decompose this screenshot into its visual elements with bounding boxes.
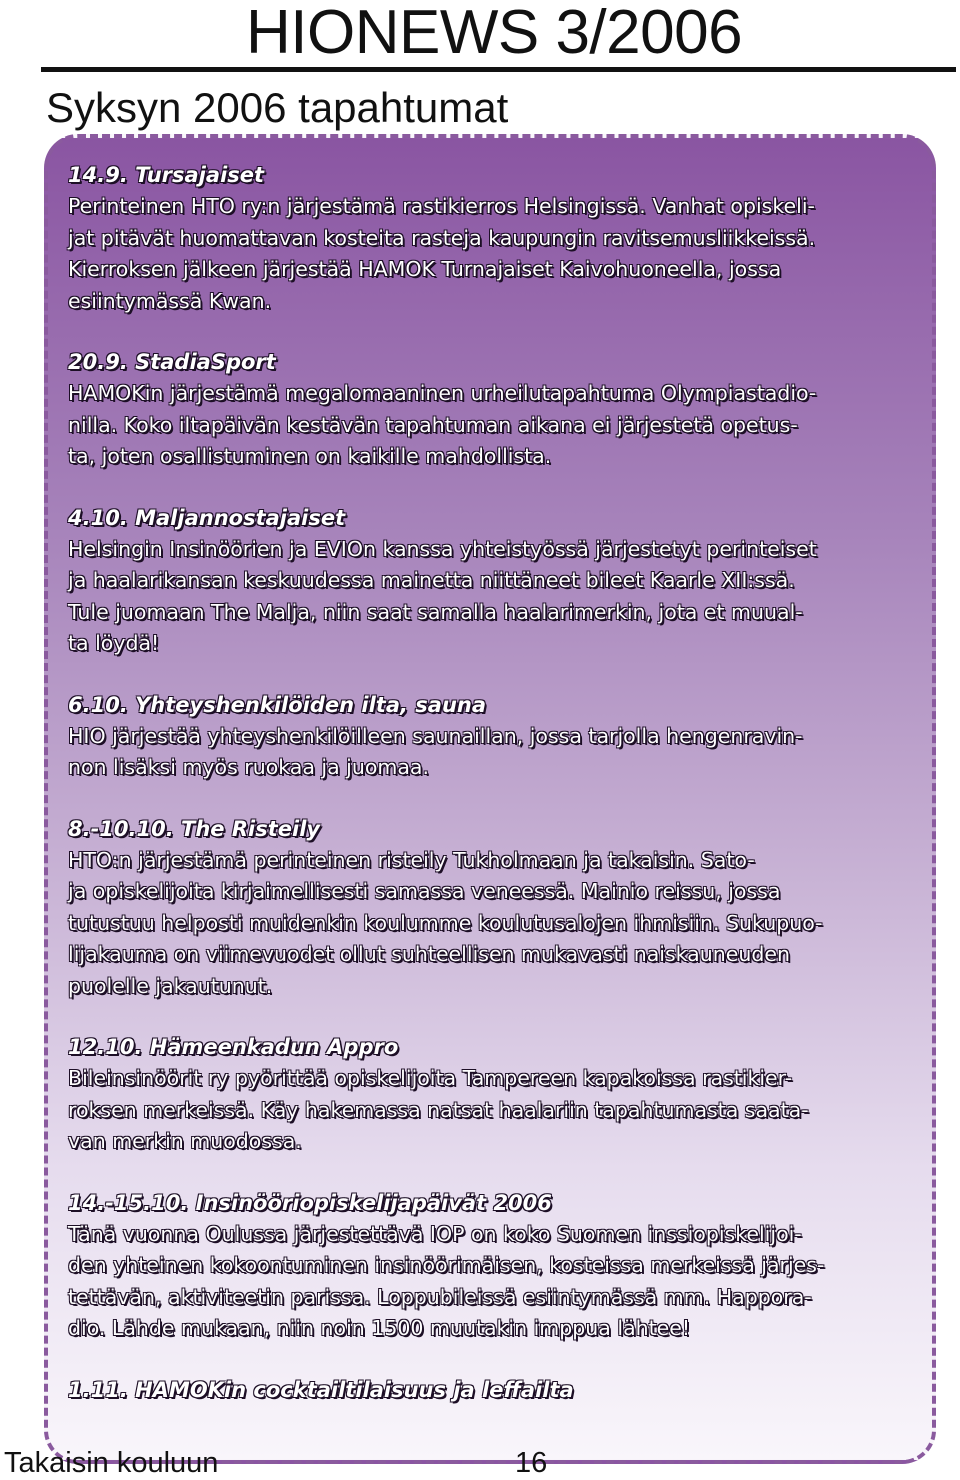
event-description	[68, 191, 924, 317]
event-description	[68, 1219, 924, 1345]
event-title: 1.11. HAMOKin cocktailtilaisuus ja leffailta	[68, 1377, 574, 1402]
event-description-line: ta löydä!	[68, 631, 160, 655]
event-description-line: lijakauma on viimevuodet ollut suhteellisen mukavasti naiskauneuden	[68, 942, 790, 966]
event-description-line: HAMOKin järjestämä megalomaaninen urheilutapahtuma Olympiastadio-	[68, 381, 817, 405]
event-description-line: ta, joten osallistuminen on kaikille mahdollista.	[68, 444, 552, 468]
event-title: 20.9. StadiaSport	[68, 350, 276, 374]
event-description-line: ja opiskelijoita kirjaimellisesti samassa veneessä. Mainio reissu, jossa	[68, 879, 781, 903]
event-description-line: HTO:n järjestämä perinteinen risteily Tukholmaan ja takaisin. Sato-	[68, 847, 755, 872]
event-title: 8.-10.10. The Risteily	[68, 816, 321, 841]
event-item	[68, 1032, 924, 1158]
event-description-line: puolelle jakautunut.	[68, 973, 273, 998]
event-title: 14.-15.10. Insinööriopiskelijapäivät 2006	[68, 1190, 552, 1215]
events-list	[68, 160, 924, 1436]
event-description	[68, 721, 924, 784]
event-description-line: HIO järjestää yhteyshenkilöilleen saunaillan, jossa tarjolla hengenravin-	[68, 723, 803, 748]
events-panel	[44, 134, 936, 1464]
event-item	[68, 814, 924, 1003]
event-item	[68, 347, 924, 473]
event-description-line: jat pitävät huomattavan kosteita rasteja kaupungin ravitsemusliikkeissä.	[68, 225, 816, 250]
event-description	[68, 1063, 924, 1158]
event-description-line: Perinteinen HTO ry:n järjestämä rastikierros Helsingissä. Vanhat opiskeli-	[68, 194, 815, 218]
footer-publication: Takaisin kouluun	[4, 1447, 219, 1479]
event-title: 6.10. Yhteyshenkilöiden ilta, sauna	[68, 692, 487, 717]
masthead: HIONEWS 3/2006	[246, 0, 743, 67]
masthead-rule	[41, 67, 956, 72]
event-description-line: Kierroksen jälkeen järjestää HAMOK Turnajaiset Kaivohuoneella, jossa	[68, 257, 782, 281]
event-item	[68, 160, 924, 317]
event-title: 4.10. Maljannostajaiset	[68, 505, 346, 530]
event-description	[68, 534, 924, 660]
event-description-line: ja haalarikansan keskuudessa mainetta niittäneet bileet Kaarle XII:ssä.	[68, 568, 795, 592]
event-description-line: tutustuu helposti muidenkin koulumme koulutusalojen ihmisiin. Sukupuo-	[68, 910, 823, 935]
event-description-line: nilla. Koko iltapäivän kestävän tapahtuman aikana ei järjestetä opetus-	[68, 412, 798, 437]
section-title: Syksyn 2006 tapahtumat	[46, 84, 509, 131]
event-description-line: Helsingin Insinöörien ja EVIOn kanssa yhteistyössä järjestetyt perinteiset	[68, 536, 817, 561]
event-description-line: esiintymässä Kwan.	[68, 288, 272, 313]
event-item	[68, 1375, 924, 1406]
event-description	[68, 378, 924, 473]
event-description-line: Tule juomaan The Malja, niin saat samalla haalarimerkin, jota et muual-	[68, 599, 803, 624]
event-description-line: van merkin muodossa.	[68, 1129, 302, 1153]
event-description-line: non lisäksi myös ruokaa ja juomaa.	[68, 755, 430, 779]
event-description-line: Bileinsinöörit ry pyörittää opiskelijoita Tampereen kapakoissa rastikier-	[68, 1066, 793, 1090]
event-item	[68, 690, 924, 784]
event-item	[68, 503, 924, 660]
event-description-line: Tänä vuonna Oulussa järjestettävä IOP on koko Suomen inssiopiskelijoi-	[68, 1221, 802, 1246]
event-description-line: dio. Lähde mukaan, niin noin 1500 muutakin imppua lähtee!	[68, 1316, 691, 1340]
event-description-line: den yhteinen kokoontuminen insinöörimäisen, kosteissa merkeissä järjes-	[68, 1253, 825, 1277]
page-number: 16	[515, 1447, 548, 1479]
event-title: 14.9. Tursajaiset	[68, 163, 265, 187]
event-item	[68, 1188, 924, 1345]
event-description-line: tettävän, aktiviteetin parissa. Loppubileissä esiintymässä mm. Happora-	[68, 1284, 812, 1309]
event-title: 12.10. Hämeenkadun Appro	[68, 1035, 399, 1059]
event-description-line: roksen merkeissä. Käy hakemassa natsat haalariin tapahtumasta saata-	[68, 1097, 809, 1122]
event-description	[68, 845, 924, 1003]
